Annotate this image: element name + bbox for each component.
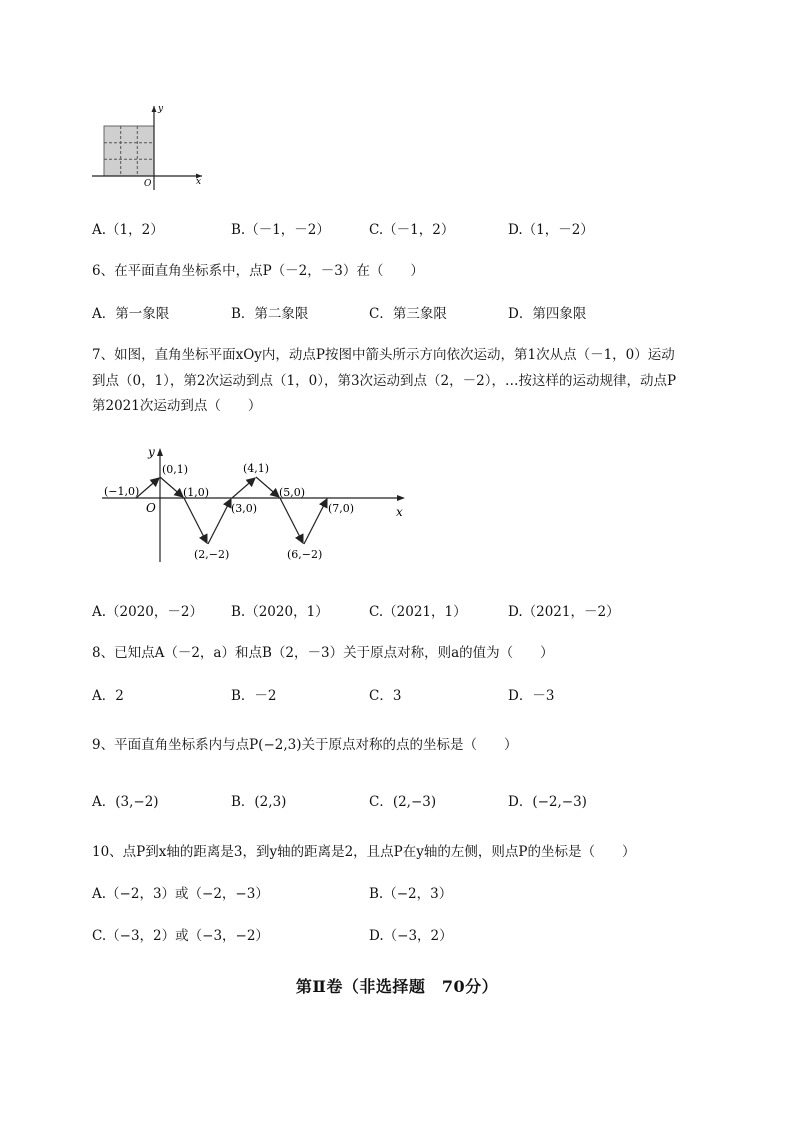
point-label: (1,0) <box>183 486 210 499</box>
move-2 <box>160 477 183 497</box>
q9-option-d: D．(−2,−3) <box>508 794 587 810</box>
q6-stem: 6、在平面直角坐标系中，点P（－2，－3）在（ ） <box>92 263 424 279</box>
q7-option-a: A.（2020，－2） <box>92 604 203 620</box>
point-label: (3,0) <box>231 502 258 515</box>
q5-option-a: A.（1，2） <box>92 222 164 238</box>
point-label: (2,−2) <box>194 548 230 561</box>
q9-option-b: B．(2,3) <box>231 794 287 810</box>
q10-option-d: D.（−3，2） <box>369 928 453 944</box>
y-label: y <box>158 104 164 114</box>
point-label: (0,1) <box>162 463 189 476</box>
move-3 <box>184 498 207 543</box>
y-axis-arrow-icon <box>152 106 157 112</box>
origin-label: O <box>146 501 156 515</box>
q9-stem: 9、平面直角坐标系内与点P(−2,3)关于原点对称的点的坐标是（ ） <box>92 737 518 753</box>
q7-stem-line2: 到点（0，1），第2次运动到点（1，0），第3次运动到点（2，－2），…按这样的运动规律，动点P <box>92 373 677 389</box>
q9-option-c: C．(2,−3) <box>369 794 437 810</box>
q7-stem-line3: 第2021次运动到点（ ） <box>92 398 262 414</box>
x-label: x <box>196 177 202 187</box>
q7-option-c: C.（2021，1） <box>369 604 467 620</box>
point-label: (5,0) <box>279 486 306 499</box>
move-8 <box>304 499 327 544</box>
shaded-rectangle <box>104 126 154 176</box>
q10-option-a: A.（−2，3）或（−2，−3） <box>92 886 269 902</box>
q8-option-a: A．2 <box>92 688 124 704</box>
origin-label: O <box>144 179 152 189</box>
q8-stem: 8、已知点A（－2，a）和点B（2，－3）关于原点对称，则a的值为（ ） <box>92 645 554 661</box>
point-label: (4,1) <box>243 462 270 475</box>
y-axis-arrow-icon <box>157 448 163 456</box>
q7-stem-line1: 7、如图，直角坐标平面xOy内，动点P按图中箭头所示方向依次运动，第1次从点（－1，0）运动 <box>92 347 675 363</box>
x-label: x <box>396 505 403 519</box>
q5-figure <box>88 100 218 192</box>
move-4 <box>208 499 231 544</box>
point-label: (6,−2) <box>287 548 323 561</box>
q6-option-d: D．第四象限 <box>508 306 587 322</box>
q8-option-b: B．－2 <box>231 688 277 704</box>
move-1 <box>136 478 159 498</box>
point-label: (−1,0) <box>104 485 140 498</box>
move-7 <box>280 498 303 543</box>
q8-option-c: C．3 <box>369 688 402 704</box>
move-6 <box>256 477 279 497</box>
q6-option-c: C．第三象限 <box>369 306 447 322</box>
x-axis-arrow-icon <box>397 495 405 501</box>
q5-option-c: C.（－1，2） <box>369 222 455 238</box>
move-5 <box>232 478 255 498</box>
q6-option-a: A．第一象限 <box>92 306 170 322</box>
q5-option-d: D.（1，－2） <box>508 222 594 238</box>
q5-option-b: B.（－1，－2） <box>231 222 330 238</box>
q8-option-d: D．－3 <box>508 688 555 704</box>
section-title: 第Ⅱ卷（非选择题 70分） <box>295 977 499 996</box>
q7-option-d: D.（2021，－2） <box>508 604 620 620</box>
point-label: (7,0) <box>328 502 355 515</box>
q7-figure <box>98 440 418 570</box>
q10-option-b: B.（−2，3） <box>369 886 453 902</box>
q9-option-a: A．(3,−2) <box>92 794 159 810</box>
q7-option-b: B.（2020，1） <box>231 604 329 620</box>
q10-stem: 10、点P到x轴的距离是3，到y轴的距离是2，且点P在y轴的左侧，则点P的坐标是（ ） <box>92 844 636 860</box>
q10-option-c: C.（−3，2）或（−3，−2） <box>92 928 269 944</box>
q6-option-b: B．第二象限 <box>231 306 309 322</box>
y-label: y <box>148 445 155 459</box>
